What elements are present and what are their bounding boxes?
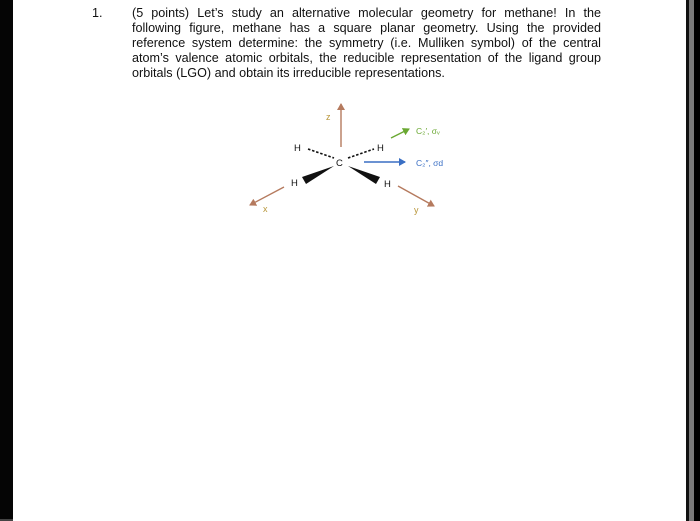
z-axis-label: z bbox=[326, 112, 331, 122]
c2-prime-axis bbox=[391, 126, 440, 138]
c2-double-prime-label: C₂″, σd bbox=[416, 158, 444, 168]
dashed-bond-upper-right bbox=[348, 149, 374, 158]
carbon-atom: C bbox=[336, 158, 343, 169]
z-axis bbox=[326, 104, 341, 147]
hydrogen-atom-lower-left: H bbox=[291, 178, 298, 189]
c2-prime-arrow-icon bbox=[391, 129, 409, 138]
hydrogen-atom-upper-left: H bbox=[294, 143, 301, 154]
hydrogen-atom-upper-right: H bbox=[377, 143, 384, 154]
c2-double-prime-axis bbox=[364, 158, 443, 168]
x-axis bbox=[250, 187, 284, 214]
c2-prime-label: C₂′, σᵥ bbox=[416, 126, 440, 136]
y-axis-label: y bbox=[414, 205, 419, 215]
x-axis-arrow-icon bbox=[250, 187, 284, 205]
dashed-bond-upper-left bbox=[308, 149, 334, 158]
y-axis-arrow-icon bbox=[398, 186, 434, 206]
question-number: 1. bbox=[92, 6, 103, 20]
y-axis bbox=[398, 186, 434, 215]
question-text: (5 points) Let’s study an alternative molecular geometry for methane! In the following figure, methane has a square planar geometry. Using the provided reference system determine: the symmetry (i.e. Mulliken symbol) of the central atom’s valence atomic orbitals, the reducible representation of the ligand group orbitals (LGO) and obtain its irreducible representations. bbox=[132, 6, 601, 80]
wedge-bond-lower-right bbox=[348, 166, 380, 184]
hydrogen-atom-lower-right: H bbox=[384, 179, 391, 190]
x-axis-label: x bbox=[263, 204, 268, 214]
wedge-bond-lower-left bbox=[302, 166, 334, 184]
